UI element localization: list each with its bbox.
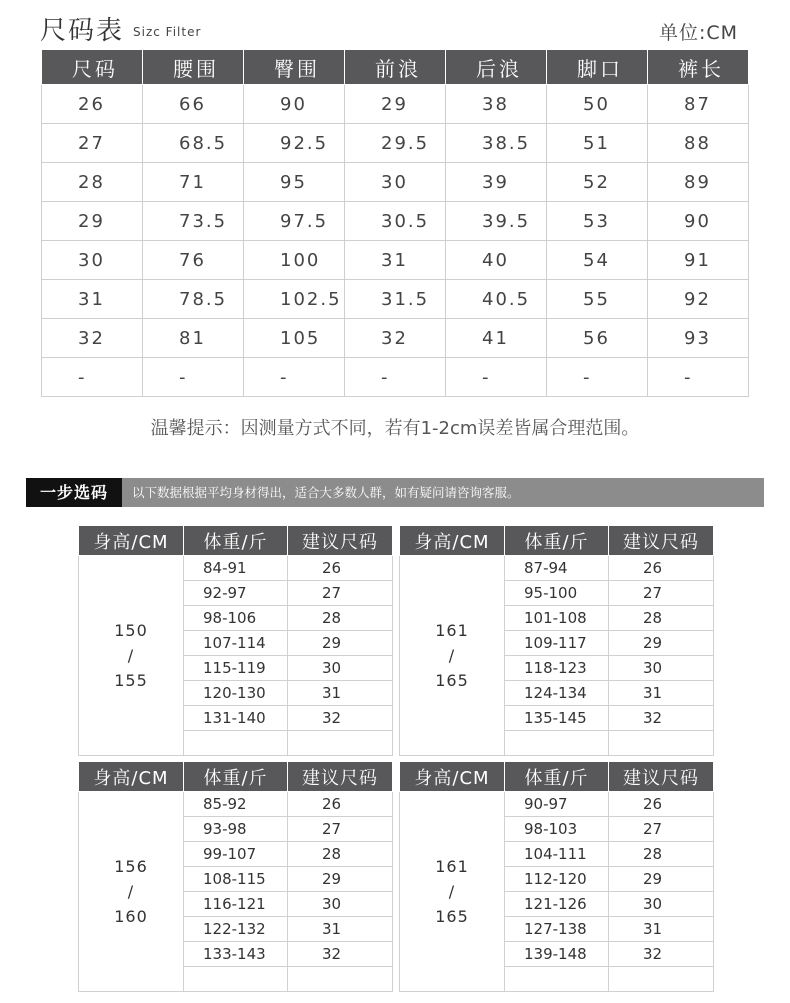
weight-cell: 116-121: [184, 892, 288, 917]
size-cell: 32: [288, 706, 393, 731]
table-cell: 90: [648, 202, 749, 241]
column-header: 裤长: [648, 50, 749, 85]
page-title: 尺码表: [40, 16, 125, 46]
height-value: 161: [435, 857, 469, 876]
header: [40, 10, 748, 44]
weight-cell: 98-103: [505, 817, 609, 842]
weight-cell: 139-148: [505, 942, 609, 967]
weight-cell: 122-132: [184, 917, 288, 942]
column-header: 体重/斤: [184, 762, 288, 792]
weight-cell: [184, 731, 288, 756]
size-recommend-table: [399, 525, 714, 756]
table-cell: 56: [547, 319, 648, 358]
table-cell: 41: [446, 319, 547, 358]
column-header: 身高/CM: [400, 762, 505, 792]
size-cell: 30: [609, 892, 714, 917]
table-cell: 54: [547, 241, 648, 280]
size-recommend-table: [78, 525, 393, 756]
table-cell: 29: [345, 85, 446, 124]
column-header: 臀围: [244, 50, 345, 85]
table-cell: 52: [547, 163, 648, 202]
weight-cell: 118-123: [505, 656, 609, 681]
weight-cell: 109-117: [505, 631, 609, 656]
weight-cell: 127-138: [505, 917, 609, 942]
weight-cell: 133-143: [184, 942, 288, 967]
table-cell: 53: [547, 202, 648, 241]
table-cell: 40: [446, 241, 547, 280]
size-cell: 27: [288, 581, 393, 606]
table-cell: 38: [446, 85, 547, 124]
size-cell: 28: [288, 842, 393, 867]
table-row: [42, 202, 749, 241]
table-row: [42, 358, 749, 397]
table-row: [42, 241, 749, 280]
column-header: 身高/CM: [400, 526, 505, 556]
column-header: 尺码: [42, 50, 143, 85]
table-cell: -: [547, 358, 648, 397]
table-cell: 38.5: [446, 124, 547, 163]
height-value: 155: [114, 671, 148, 690]
column-header: 体重/斤: [505, 762, 609, 792]
size-cell: 26: [288, 792, 393, 817]
height-value: 160: [114, 907, 148, 926]
table-cell: 30: [345, 163, 446, 202]
column-header: 前浪: [345, 50, 446, 85]
weight-cell: 85-92: [184, 792, 288, 817]
table-cell: 105: [244, 319, 345, 358]
column-header: 体重/斤: [505, 526, 609, 556]
table-cell: 90: [244, 85, 345, 124]
table-row: [400, 556, 714, 581]
size-table: [41, 49, 749, 397]
weight-cell: 108-115: [184, 867, 288, 892]
column-header: 腰围: [143, 50, 244, 85]
weight-cell: 90-97: [505, 792, 609, 817]
weight-cell: [505, 731, 609, 756]
table-cell: 31: [42, 280, 143, 319]
column-header: 体重/斤: [184, 526, 288, 556]
recommend-header-row: [400, 762, 714, 792]
table-row: [42, 319, 749, 358]
table-cell: 73.5: [143, 202, 244, 241]
size-cell: [609, 967, 714, 992]
height-value: /: [448, 882, 456, 901]
weight-cell: 135-145: [505, 706, 609, 731]
table-cell: 92: [648, 280, 749, 319]
table-cell: 55: [547, 280, 648, 319]
column-header: 建议尺码: [288, 762, 393, 792]
table-cell: 28: [42, 163, 143, 202]
size-cell: [288, 967, 393, 992]
table-cell: 76: [143, 241, 244, 280]
size-table-header-row: [42, 50, 749, 85]
table-cell: -: [648, 358, 749, 397]
size-cell: 29: [288, 867, 393, 892]
height-value: /: [448, 646, 456, 665]
table-cell: -: [446, 358, 547, 397]
weight-cell: 112-120: [505, 867, 609, 892]
table-row: [42, 163, 749, 202]
table-row: [42, 280, 749, 319]
table-cell: 89: [648, 163, 749, 202]
weight-cell: 124-134: [505, 681, 609, 706]
table-row: [400, 792, 714, 817]
height-value: 156: [114, 857, 148, 876]
height-range-cell: [400, 556, 505, 756]
table-cell: 27: [42, 124, 143, 163]
weight-cell: 115-119: [184, 656, 288, 681]
size-recommend-table: [78, 761, 393, 992]
table-cell: 102.5: [244, 280, 345, 319]
size-cell: 31: [609, 917, 714, 942]
column-header: 建议尺码: [288, 526, 393, 556]
size-cell: [288, 731, 393, 756]
weight-cell: 87-94: [505, 556, 609, 581]
page-subtitle: Sizc Filter: [133, 25, 202, 39]
weight-cell: 95-100: [505, 581, 609, 606]
height-value: /: [127, 646, 135, 665]
size-cell: 29: [288, 631, 393, 656]
size-cell: 31: [288, 917, 393, 942]
size-cell: 32: [288, 942, 393, 967]
table-cell: 81: [143, 319, 244, 358]
weight-cell: 93-98: [184, 817, 288, 842]
table-cell: -: [345, 358, 446, 397]
size-recommend-table: [399, 761, 714, 992]
column-header: 后浪: [446, 50, 547, 85]
table-cell: 50: [547, 85, 648, 124]
table-cell: 78.5: [143, 280, 244, 319]
weight-cell: 92-97: [184, 581, 288, 606]
weight-cell: 131-140: [184, 706, 288, 731]
size-cell: 29: [609, 631, 714, 656]
unit-label: 单位:CM: [658, 22, 738, 44]
column-header: 身高/CM: [79, 526, 184, 556]
size-cell: 31: [288, 681, 393, 706]
table-cell: 32: [42, 319, 143, 358]
weight-cell: 84-91: [184, 556, 288, 581]
table-row: [79, 556, 393, 581]
column-header: 建议尺码: [609, 762, 714, 792]
weight-cell: 104-111: [505, 842, 609, 867]
table-cell: 68.5: [143, 124, 244, 163]
banner-label: 一步选码: [26, 478, 122, 507]
weight-cell: 121-126: [505, 892, 609, 917]
height-value: 161: [435, 621, 469, 640]
table-cell: 66: [143, 85, 244, 124]
column-header: 建议尺码: [609, 526, 714, 556]
size-cell: [609, 731, 714, 756]
table-cell: 100: [244, 241, 345, 280]
table-cell: 26: [42, 85, 143, 124]
height-range-cell: [79, 556, 184, 756]
size-cell: 27: [609, 581, 714, 606]
weight-cell: [505, 967, 609, 992]
size-cell: 29: [609, 867, 714, 892]
weight-cell: 107-114: [184, 631, 288, 656]
size-cell: 31: [609, 681, 714, 706]
size-cell: 26: [609, 556, 714, 581]
table-cell: 40.5: [446, 280, 547, 319]
height-range-cell: [400, 792, 505, 992]
column-header: 身高/CM: [79, 762, 184, 792]
weight-cell: 120-130: [184, 681, 288, 706]
table-row: [42, 124, 749, 163]
table-cell: 95: [244, 163, 345, 202]
table-cell: 31: [345, 241, 446, 280]
table-cell: 71: [143, 163, 244, 202]
size-cell: 28: [609, 842, 714, 867]
height-range-cell: [79, 792, 184, 992]
table-cell: 31.5: [345, 280, 446, 319]
size-cell: 28: [609, 606, 714, 631]
table-cell: 92.5: [244, 124, 345, 163]
table-cell: 97.5: [244, 202, 345, 241]
measurement-tip: 温馨提示：因测量方式不同，若有1-2cm误差皆属合理范围。: [150, 418, 640, 439]
table-row: [42, 85, 749, 124]
weight-cell: 98-106: [184, 606, 288, 631]
table-row: [79, 792, 393, 817]
column-header: 脚口: [547, 50, 648, 85]
weight-cell: 101-108: [505, 606, 609, 631]
table-cell: 29: [42, 202, 143, 241]
table-cell: 93: [648, 319, 749, 358]
height-value: 150: [114, 621, 148, 640]
weight-cell: 99-107: [184, 842, 288, 867]
size-cell: 27: [609, 817, 714, 842]
size-cell: 28: [288, 606, 393, 631]
table-cell: -: [143, 358, 244, 397]
height-value: 165: [435, 671, 469, 690]
table-cell: 39.5: [446, 202, 547, 241]
table-cell: 30.5: [345, 202, 446, 241]
size-cell: 30: [288, 656, 393, 681]
size-cell: 30: [288, 892, 393, 917]
table-cell: 29.5: [345, 124, 446, 163]
height-value: 165: [435, 907, 469, 926]
banner-text: 以下数据根据平均身材得出，适合大多数人群，如有疑问请咨询客服。: [132, 485, 520, 500]
size-cell: 32: [609, 706, 714, 731]
table-cell: 88: [648, 124, 749, 163]
table-cell: -: [244, 358, 345, 397]
table-cell: 91: [648, 241, 749, 280]
recommend-header-row: [79, 526, 393, 556]
size-cell: 26: [288, 556, 393, 581]
size-cell: 27: [288, 817, 393, 842]
table-cell: -: [42, 358, 143, 397]
recommend-header-row: [400, 526, 714, 556]
table-cell: 32: [345, 319, 446, 358]
weight-cell: [184, 967, 288, 992]
size-cell: 32: [609, 942, 714, 967]
size-cell: 26: [609, 792, 714, 817]
table-cell: 30: [42, 241, 143, 280]
table-cell: 51: [547, 124, 648, 163]
table-cell: 87: [648, 85, 749, 124]
table-cell: 39: [446, 163, 547, 202]
height-value: /: [127, 882, 135, 901]
size-cell: 30: [609, 656, 714, 681]
recommend-header-row: [79, 762, 393, 792]
banner: [26, 478, 764, 507]
